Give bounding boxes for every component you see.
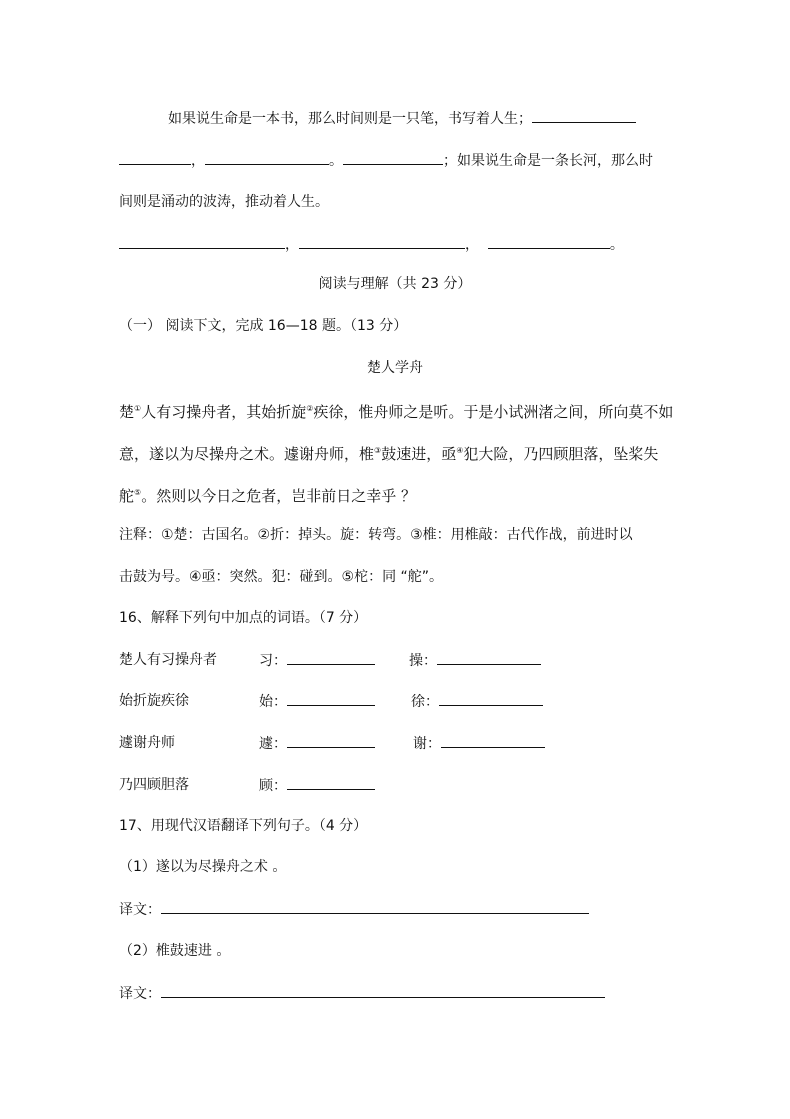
q17-sentence-2: （2）椎鼓速进 。 bbox=[119, 943, 231, 959]
answer-blank[interactable] bbox=[439, 691, 543, 706]
q16-word-label: 遽： bbox=[259, 736, 287, 752]
q16-word-2 bbox=[409, 650, 541, 671]
passage-text: 。然则以今日之危者，岂非前日之幸乎 ？ bbox=[141, 487, 416, 505]
passage-line-3 bbox=[119, 483, 416, 506]
answer-blank[interactable] bbox=[488, 234, 610, 249]
answer-blank[interactable] bbox=[343, 150, 443, 165]
q16-word-2 bbox=[411, 691, 543, 712]
answer-blank[interactable] bbox=[161, 899, 589, 914]
passage-text: 人有习操舟者，其始折旋 bbox=[141, 403, 307, 421]
answer-blank[interactable] bbox=[437, 650, 541, 665]
q17-answer-1 bbox=[119, 899, 589, 920]
punctuation: ， bbox=[191, 153, 205, 169]
footnote-mark: ⑤ bbox=[134, 488, 142, 497]
q17-sentence-1: （1）遂以为尽操舟之术 。 bbox=[119, 859, 287, 875]
q16-row-1 bbox=[119, 650, 217, 670]
q16-word-label: 始： bbox=[259, 694, 287, 710]
part-intro: （一） 阅读下文，完成 16—18 题。（13 分） bbox=[119, 318, 408, 334]
answer-blank[interactable] bbox=[205, 150, 329, 165]
passage-text: 鼓速进，亟 bbox=[381, 445, 457, 463]
q16-word-label: 徐： bbox=[411, 694, 439, 710]
notes-line-2: 击鼓为号。④亟：突然。犯：碰到。⑤柁：同 “舵”。 bbox=[119, 569, 444, 585]
answer-blank[interactable] bbox=[299, 234, 465, 249]
answer-blank[interactable] bbox=[441, 733, 545, 748]
q16-word-label: 习： bbox=[259, 653, 287, 669]
answer-blank[interactable] bbox=[287, 775, 375, 790]
fill-line-3: 间则是涌动的波涛，推动着人生。 bbox=[119, 194, 329, 210]
question-16-title: 16、解释下列句中加点的词语。（7 分） bbox=[119, 610, 368, 626]
answer-blank[interactable] bbox=[119, 150, 191, 165]
answer-blank[interactable] bbox=[119, 234, 285, 249]
passage-line-1 bbox=[119, 399, 673, 422]
notes-line-1: 注释：①楚：古国名。②折：掉头。旋：转弯。③椎：用椎敲：古代作战，前进时以 bbox=[119, 527, 633, 543]
fill-line-2 bbox=[119, 150, 653, 171]
q17-answer-2 bbox=[119, 983, 605, 1004]
passage-text: 犯大险，乃四顾胆落，坠桨失 bbox=[463, 445, 659, 463]
q16-phrase: 遽谢舟师 bbox=[119, 735, 175, 751]
passage-text: 意，遂以为尽操舟之术。遽谢舟师，椎 bbox=[119, 445, 375, 463]
q16-row-4 bbox=[119, 775, 189, 795]
fill-text-2: ；如果说生命是一条长河，那么时 bbox=[443, 153, 653, 169]
section-title: 阅读与理解（共 23 分） bbox=[318, 276, 472, 292]
q16-phrase: 始折旋疾徐 bbox=[119, 693, 189, 709]
q16-word-1 bbox=[259, 775, 375, 796]
q16-word-1 bbox=[259, 650, 375, 671]
passage-text: 疾徐，惟舟师之是听。于是小试洲渚之间，所向莫不如 bbox=[313, 403, 674, 421]
passage-line-2 bbox=[119, 441, 658, 464]
q16-row-2 bbox=[119, 691, 189, 711]
answer-blank[interactable] bbox=[161, 983, 605, 998]
footnote-mark: ① bbox=[134, 404, 142, 413]
footnote-mark: ③ bbox=[374, 446, 382, 455]
q16-word-label: 顾： bbox=[259, 778, 287, 794]
answer-label: 译文： bbox=[119, 986, 161, 1002]
q16-word-label: 谢： bbox=[413, 736, 441, 752]
punctuation: ， bbox=[465, 237, 479, 253]
punctuation: 。 bbox=[609, 237, 624, 253]
fill-line-4 bbox=[119, 234, 624, 255]
q16-row-3 bbox=[119, 733, 175, 753]
answer-label: 译文： bbox=[119, 902, 161, 918]
q16-word-2 bbox=[413, 733, 545, 754]
q16-phrase: 楚人有习操舟者 bbox=[119, 652, 217, 668]
answer-blank[interactable] bbox=[532, 108, 636, 123]
answer-blank[interactable] bbox=[287, 733, 375, 748]
answer-blank[interactable] bbox=[287, 691, 375, 706]
question-17-title: 17、用现代汉语翻译下列句子。（4 分） bbox=[119, 818, 368, 834]
punctuation: ， bbox=[285, 237, 299, 253]
passage-text: 楚 bbox=[119, 403, 135, 421]
q16-word-1 bbox=[259, 733, 375, 754]
answer-blank[interactable] bbox=[287, 650, 375, 665]
footnote-mark: ④ bbox=[456, 446, 464, 455]
q16-phrase: 乃四顾胆落 bbox=[119, 777, 189, 793]
fill-text-1: 如果说生命是一本书，那么时间则是一只笔，书写着人生； bbox=[168, 111, 532, 127]
footnote-mark: ② bbox=[306, 404, 314, 413]
passage-text: 舵 bbox=[119, 487, 135, 505]
passage-title: 楚人学舟 bbox=[367, 360, 423, 376]
fill-line-1 bbox=[168, 108, 636, 129]
q16-word-label: 操： bbox=[409, 653, 437, 669]
q16-word-1 bbox=[259, 691, 375, 712]
punctuation: 。 bbox=[329, 153, 343, 169]
